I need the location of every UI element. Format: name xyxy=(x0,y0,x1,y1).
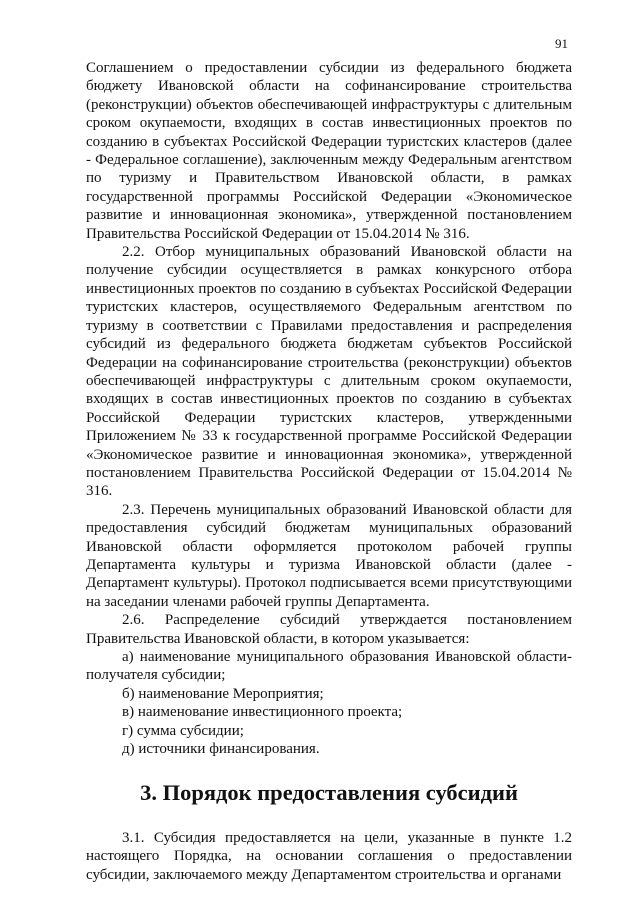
paragraph-2-6: 2.6. Распределение субсидий утверждается постановлением Правительства Ивановской области, в котором указывается: xyxy=(86,612,572,647)
subsidy-requirements-list xyxy=(86,648,572,758)
section-heading: 3. Порядок предоставления субсидий xyxy=(140,780,518,806)
paragraph-3-1: 3.1. Субсидия предоставляется на цели, указанные в пункте 1.2 настоящего Порядка, на основании соглашения о предоставлении субсидии, заключаемого между Департаментом строительства и органами xyxy=(86,829,572,883)
paragraph-2-3: 2.3. Перечень муниципальных образований Ивановской области для предоставления субсидий бюджетам муниципальных образований Ивановской области оформляется протоколом рабочей группы Департамента культуры и туризма Ивановской области (далее - Департамент культуры). Протокол подписывается всеми присутствующими на заседании членами рабочей группы Департамента. xyxy=(86,501,572,610)
page-number: 91 xyxy=(555,36,568,51)
document-body xyxy=(86,59,572,884)
paragraph-continuation: Соглашением о предоставлении субсидии из федерального бюджета бюджету Ивановской области на софинансирование строительства (реконструкции) объектов обеспечивающей инфраструктуры с длительным сроком окупаемости, входящих в состав инвестиционных проектов по созданию в субъектах Российской Федерации туристских кластеров (далее - Федеральное соглашение), заключенным между Федеральным агентством по туризму и Правительством Ивановской области, в рамках государственной программы Российской Федерации «Экономическое развитие и инновационная экономика», утвержденной постановлением Правительства Российской Федерации от 15.04.2014 № 316. xyxy=(86,60,572,242)
paragraph-2-2: 2.2. Отбор муниципальных образований Ивановской области на получение субсидии осуществляется в рамках конкурсного отбора инвестиционных проектов по созданию в субъектах Российской Федерации туристских кластеров, осуществляемого Федеральным агентством по туризму в соответствии с Правилами предоставления и распределения субсидий из федерального бюджета бюджетам субъектов Российской Федерации на софинансирование строительства (реконструкции) объектов обеспечивающей инфраструктуры с длительным сроком окупаемости, входящих в состав инвестиционных проектов по созданию в субъектах Российской Федерации туристских кластеров, утвержденными Приложением № 33 к государственной программе Российской Федерации «Экономическое развитие и инновационная экономика», утвержденной постановлением Правительства Российской Федерации от 15.04.2014 № 316. xyxy=(86,244,572,500)
list-item-v: в) наименование инвестиционного проекта; xyxy=(122,704,403,721)
list-item-d: д) источники финансирования. xyxy=(122,741,320,758)
list-item-g: г) сумма субсидии; xyxy=(122,722,244,739)
list-item-b: б) наименование Мероприятия; xyxy=(122,685,324,702)
list-item-a: а) наименование муниципального образования Ивановской области-получателя субсидии; xyxy=(86,649,572,684)
